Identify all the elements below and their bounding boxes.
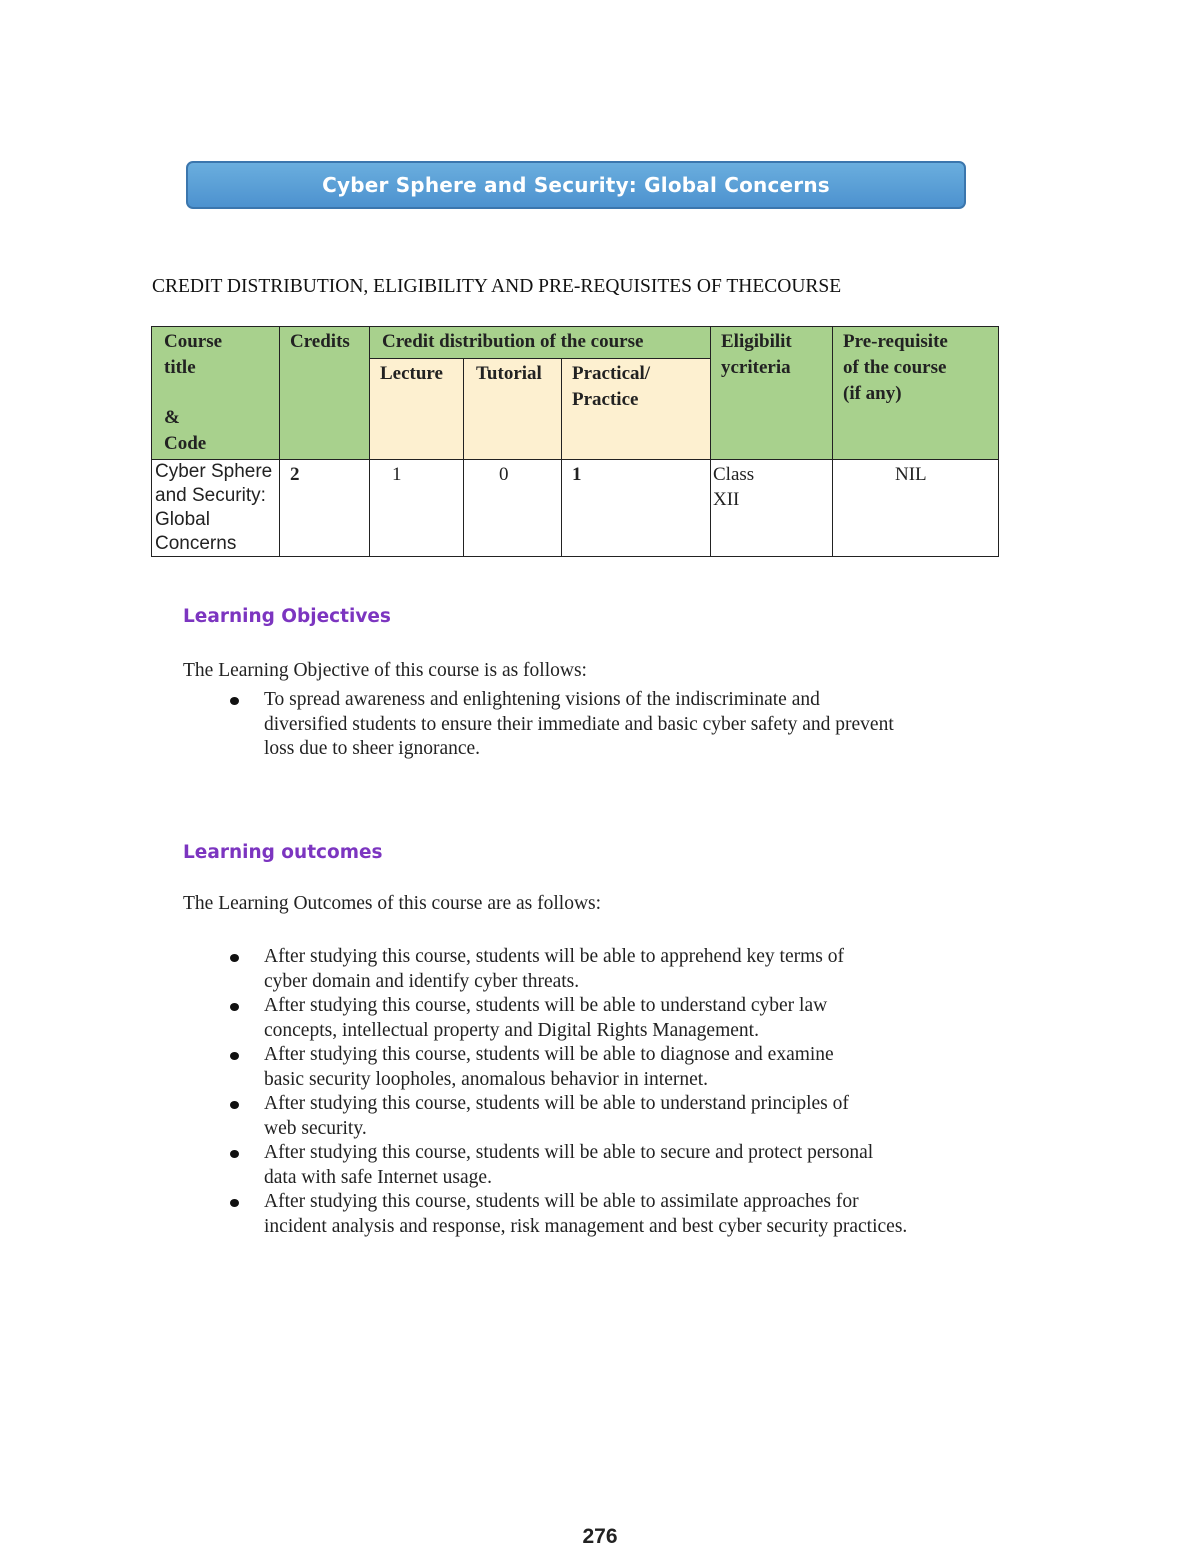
cell-prerequisite: NIL [833,460,999,557]
cell-course-title: Cyber Sphere and Security: Global Concerns [152,460,280,557]
bullet-icon [230,1101,239,1109]
page-number: 276 [582,1525,618,1548]
bullet-icon [230,1052,239,1060]
bullet-icon [230,697,239,705]
list-item: After studying this course, students will be able to assimilate approaches for incident analysis and response, risk management and best cyber security practices. [230,1190,907,1239]
cell-credits: 2 [280,460,370,557]
list-item: After studying this course, students will be able to secure and protect personal data with safe Internet usage. [230,1141,907,1190]
list-item: After studying this course, students will be able to diagnose and examine basic security loopholes, anomalous behavior in internet. [230,1043,907,1092]
learning-objectives-list [230,688,894,762]
list-item: After studying this course, students will be able to understand cyber law concepts, intellectual property and Digital Rights Management. [230,994,907,1043]
section-heading: CREDIT DISTRIBUTION, ELIGIBILITY AND PRE-REQUISITES OF THECOURSE [152,276,842,297]
table-row [152,460,999,557]
credit-distribution-table [151,326,999,557]
list-item: After studying this course, students will be able to apprehend key terms of cyber domain and identify cyber threats. [230,945,907,994]
header-credit-distribution: Credit distribution of the course [370,327,711,359]
learning-outcomes-list [230,945,907,1239]
header-prerequisite: Pre-requisite of the course (if any) [833,327,999,460]
header-practical: Practical/ Practice [562,359,711,460]
header-tutorial: Tutorial [464,359,562,460]
learning-outcomes-title: Learning outcomes [183,842,383,863]
bullet-icon [230,954,239,962]
cell-lecture: 1 [370,460,464,557]
header-course-title: Course title & Code [152,327,280,460]
course-title-banner [186,161,966,209]
bullet-icon [230,1003,239,1011]
learning-outcomes-intro: The Learning Outcomes of this course are as follows: [183,893,602,914]
bullet-icon [230,1199,239,1207]
cell-tutorial: 0 [464,460,562,557]
learning-objectives-intro: The Learning Objective of this course is as follows: [183,660,587,681]
header-eligibility: Eligibilit ycriteria [711,327,833,460]
list-item: After studying this course, students will be able to understand principles of web security. [230,1092,907,1141]
list-item: To spread awareness and enlightening visions of the indiscriminate and diversified students to ensure their immediate and basic cyber safety and prevent loss due to sheer ignorance. [230,688,894,762]
learning-objectives-title: Learning Objectives [183,606,391,627]
banner-title: Cyber Sphere and Security: Global Concerns [322,173,830,197]
cell-eligibility: Class XII [711,460,833,557]
bullet-icon [230,1150,239,1158]
header-lecture: Lecture [370,359,464,460]
table-header-row [152,327,999,359]
cell-practical: 1 [562,460,711,557]
header-credits: Credits [280,327,370,460]
